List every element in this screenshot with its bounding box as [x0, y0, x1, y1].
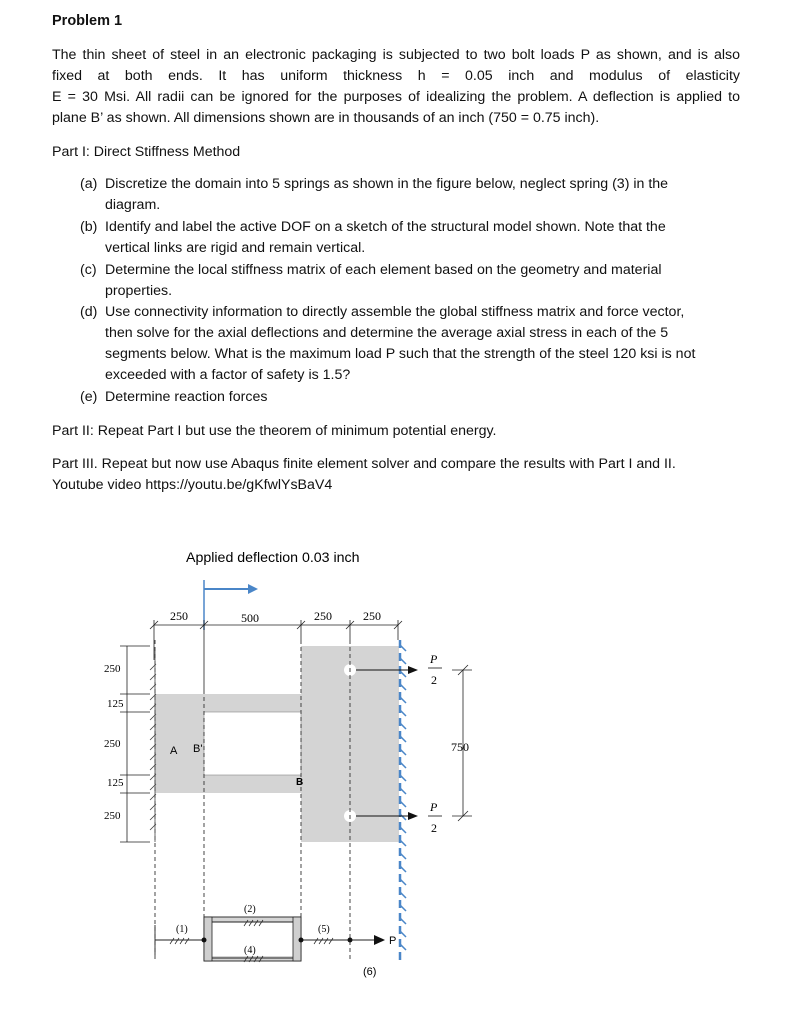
left-dim-5: 250: [104, 810, 121, 822]
item-d-line: segments below. What is the maximum load P such that the strength of the steel 120 ksi is not: [105, 346, 696, 362]
spring-label-2: (2): [244, 904, 256, 915]
top-dim-1: 250: [170, 609, 188, 623]
right-fixed-wall: [400, 640, 406, 960]
item-c-line: properties.: [105, 283, 173, 299]
item-d-line: then solve for the axial deflections and determine the average axial stress in each of the 5: [105, 325, 669, 341]
point-b-prime-label: B': [193, 743, 203, 755]
intro-line-4: plane B’ as shown. All dimensions shown are in thousands of an inch (750 = 0.75 inch).: [52, 110, 600, 126]
part3-line-1: Part III. Repeat but now use Abaqus finite element solver and compare the results with Part I and II.: [52, 456, 676, 472]
intro-line-3: E = 30 Msi. All radii can be ignored for the purposes of idealizing the problem. A deflection is applied to: [52, 89, 740, 105]
top-dim-2: 500: [241, 611, 259, 625]
left-dim-4: 125: [107, 777, 124, 789]
intro-line-2: fixed at both ends. It has uniform thickness h = 0.05 inch and modulus of elasticity: [52, 68, 740, 84]
item-a-line: diagram.: [105, 197, 161, 213]
top-dim-3: 250: [314, 609, 332, 623]
load-p-bottom: P: [430, 800, 438, 814]
intro-line-1: The thin sheet of steel in an electronic packaging is subjected to two bolt loads P as shown, and is also: [52, 47, 740, 63]
item-a-label: (a): [80, 176, 98, 192]
point-b-label: B: [296, 777, 304, 788]
part1-heading: Part I: Direct Stiffness Method: [52, 144, 241, 160]
node-2: [299, 938, 304, 943]
spring-label-1: (1): [176, 924, 188, 935]
item-b-line: Identify and label the active DOF on a sketch of the structural model shown. Note that the: [105, 219, 666, 235]
left-dim-2: 125: [107, 698, 124, 710]
spring-load-label: P: [389, 935, 397, 947]
item-d-line: Use connectivity information to directly assemble the global stiffness matrix and force vector,: [105, 304, 685, 320]
spring-label-6: (6): [363, 966, 377, 978]
node-1: [202, 938, 207, 943]
right-dim: 750: [451, 740, 469, 754]
point-a-label: A: [170, 745, 178, 757]
spring-label-4: (4): [244, 945, 256, 956]
part2-heading: Part II: Repeat Part I but use the theorem of minimum potential energy.: [52, 423, 497, 439]
item-c-label: (c): [80, 262, 97, 278]
left-dim-3: 250: [104, 738, 121, 750]
steel-sheet: [155, 646, 399, 842]
load-div-bottom: 2: [431, 821, 437, 835]
item-b-line: vertical links are rigid and remain vertical.: [105, 240, 366, 256]
load-div-top: 2: [431, 673, 437, 687]
problem-title: Problem 1: [52, 13, 123, 29]
spring-load-arrow: [374, 935, 385, 945]
top-dim-4: 250: [363, 609, 381, 623]
node-3: [348, 938, 353, 943]
figure-caption: Applied deflection 0.03 inch: [186, 550, 360, 566]
part3-line-2: Youtube video https://youtu.be/gKfwlYsBaV4: [52, 477, 333, 493]
left-dim-1: 250: [104, 663, 121, 675]
left-dimension-line: [120, 646, 150, 842]
item-e-line: Determine reaction forces: [105, 389, 268, 405]
spring-model: [155, 917, 378, 962]
load-p-top: P: [430, 652, 438, 666]
spring-label-5: (5): [318, 924, 330, 935]
item-a-line: Discretize the domain into 5 springs as shown in the figure below, neglect spring (3) in the: [105, 176, 669, 192]
left-fixed-wall: [150, 650, 156, 842]
item-c-line: Determine the local stiffness matrix of each element based on the geometry and material: [105, 262, 662, 278]
item-d-label: (d): [80, 304, 98, 320]
item-e-label: (e): [80, 389, 98, 405]
item-d-line: exceeded with a factor of safety is 1.5?: [105, 367, 351, 383]
item-b-label: (b): [80, 219, 98, 235]
